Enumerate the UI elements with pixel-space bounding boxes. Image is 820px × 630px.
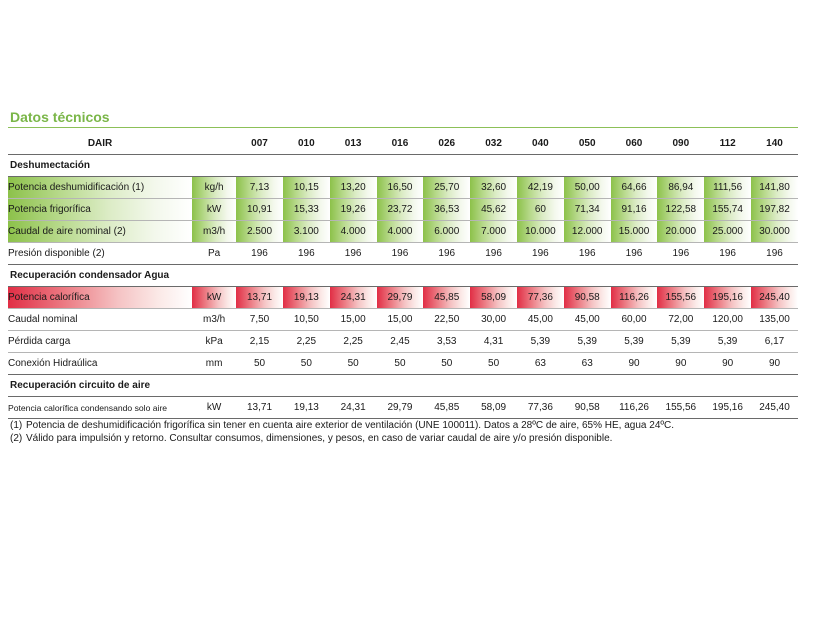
table-cell: 50 — [470, 353, 517, 375]
table-cell: 16,50 — [377, 177, 424, 199]
model-series-header: DAIR — [8, 133, 192, 155]
table-cell: 111,56 — [704, 177, 751, 199]
footnote-number: (2) — [10, 433, 23, 444]
table-body — [8, 155, 798, 419]
table-cell: 196 — [283, 243, 330, 265]
table-cell: 196 — [236, 243, 283, 265]
table-cell: 7.000 — [470, 221, 517, 243]
table-cell: 77,36 — [517, 287, 564, 309]
table-cell: 23,72 — [377, 199, 424, 221]
table-cell: 32,60 — [470, 177, 517, 199]
table-cell: 77,36 — [517, 397, 564, 419]
table-cell: 10,50 — [283, 309, 330, 331]
table-cell: 5,39 — [704, 331, 751, 353]
table-cell: 13,71 — [236, 287, 283, 309]
table-cell: 116,26 — [611, 287, 658, 309]
model-header: 010 — [283, 133, 330, 155]
table-cell: 135,00 — [751, 309, 798, 331]
section-title: Datos técnicos — [10, 109, 110, 125]
table-cell: 196 — [330, 243, 377, 265]
table-cell: 6,17 — [751, 331, 798, 353]
table-cell: 3.100 — [283, 221, 330, 243]
model-header: 060 — [611, 133, 658, 155]
row-label: Conexión Hidraúlica — [8, 353, 192, 375]
table-cell: 196 — [517, 243, 564, 265]
table-cell: 63 — [517, 353, 564, 375]
table-cell: 50,00 — [564, 177, 611, 199]
table-cell: 2.500 — [236, 221, 283, 243]
table-cell: 10.000 — [517, 221, 564, 243]
table-cell: 90 — [751, 353, 798, 375]
section-row — [8, 155, 798, 177]
table-cell: 196 — [470, 243, 517, 265]
table-cell: 245,40 — [751, 287, 798, 309]
section-title: Recuperación condensador Agua — [8, 265, 798, 287]
table-cell: 30,00 — [470, 309, 517, 331]
table-cell: 86,94 — [657, 177, 704, 199]
technical-data-table — [8, 133, 798, 419]
table-cell: 155,56 — [657, 397, 704, 419]
model-header: 007 — [236, 133, 283, 155]
table-cell: 15.000 — [611, 221, 658, 243]
table-cell: 15,33 — [283, 199, 330, 221]
table-cell: 196 — [377, 243, 424, 265]
table-cell: 2,25 — [283, 331, 330, 353]
table-cell: 196 — [657, 243, 704, 265]
table-row — [8, 309, 798, 331]
table-cell: 5,39 — [657, 331, 704, 353]
table-cell: 50 — [283, 353, 330, 375]
model-header: 050 — [564, 133, 611, 155]
table-cell: 245,40 — [751, 397, 798, 419]
table-row — [8, 397, 798, 419]
table-cell: 7,13 — [236, 177, 283, 199]
table-cell: 2,25 — [330, 331, 377, 353]
table-cell: 19,26 — [330, 199, 377, 221]
table-cell: 196 — [564, 243, 611, 265]
model-header: 013 — [330, 133, 377, 155]
table-cell: 90 — [657, 353, 704, 375]
table-cell: 155,56 — [657, 287, 704, 309]
table-cell: 45,85 — [423, 287, 470, 309]
row-unit: Pa — [192, 243, 236, 265]
row-unit: m3/h — [192, 221, 236, 243]
table-cell: 91,16 — [611, 199, 658, 221]
table-cell: 25,70 — [423, 177, 470, 199]
table-cell: 10,15 — [283, 177, 330, 199]
row-label: Caudal de aire nominal (2) — [8, 221, 192, 243]
row-label: Caudal nominal — [8, 309, 192, 331]
row-unit: kg/h — [192, 177, 236, 199]
table-cell: 60 — [517, 199, 564, 221]
table-cell: 4.000 — [377, 221, 424, 243]
footnote-number: (1) — [10, 420, 23, 431]
table-cell: 196 — [704, 243, 751, 265]
table-cell: 72,00 — [657, 309, 704, 331]
table-cell: 19,13 — [283, 397, 330, 419]
table-cell: 25.000 — [704, 221, 751, 243]
table-cell: 6.000 — [423, 221, 470, 243]
table-cell: 45,85 — [423, 397, 470, 419]
footnote-text: Potencia de deshumidificación frigorífica sin tener en cuenta aire exterior de ventilación (UNE 100011). Datos a 28ºC de aire, 65% HE, agua 24ºC. — [26, 420, 675, 431]
table-cell: 3,53 — [423, 331, 470, 353]
table-row — [8, 287, 798, 309]
table-cell: 36,53 — [423, 199, 470, 221]
table-cell: 24,31 — [330, 287, 377, 309]
table-cell: 50 — [377, 353, 424, 375]
section-title: Recuperación circuito de aire — [8, 375, 798, 397]
model-header: 140 — [751, 133, 798, 155]
row-unit: kW — [192, 287, 236, 309]
table-cell: 7,50 — [236, 309, 283, 331]
row-label: Potencia calorífica — [8, 287, 192, 309]
footnote-2 — [10, 432, 674, 445]
row-label: Pérdida carga — [8, 331, 192, 353]
row-unit: mm — [192, 353, 236, 375]
table-cell: 42,19 — [517, 177, 564, 199]
table-cell: 4,31 — [470, 331, 517, 353]
row-unit: m3/h — [192, 309, 236, 331]
table-row — [8, 221, 798, 243]
table-row — [8, 199, 798, 221]
table-cell: 71,34 — [564, 199, 611, 221]
table-cell: 50 — [330, 353, 377, 375]
table-cell: 90,58 — [564, 397, 611, 419]
row-unit: kW — [192, 199, 236, 221]
table-cell: 2,15 — [236, 331, 283, 353]
table-cell: 13,20 — [330, 177, 377, 199]
table-cell: 195,16 — [704, 287, 751, 309]
section-row — [8, 265, 798, 287]
table-row — [8, 243, 798, 265]
table-cell: 19,13 — [283, 287, 330, 309]
table-cell: 5,39 — [564, 331, 611, 353]
table-cell: 29,79 — [377, 287, 424, 309]
table-cell: 4.000 — [330, 221, 377, 243]
table-cell: 29,79 — [377, 397, 424, 419]
row-label: Potencia calorífica condensando solo aire — [8, 397, 192, 419]
unit-header — [192, 133, 236, 155]
table-cell: 10,91 — [236, 199, 283, 221]
row-label: Potencia frigorífica — [8, 199, 192, 221]
table-cell: 58,09 — [470, 287, 517, 309]
table-cell: 5,39 — [517, 331, 564, 353]
table-cell: 45,00 — [517, 309, 564, 331]
footnote-1 — [10, 419, 674, 432]
model-header: 090 — [657, 133, 704, 155]
table-cell: 20.000 — [657, 221, 704, 243]
table-cell: 50 — [423, 353, 470, 375]
table-cell: 30.000 — [751, 221, 798, 243]
table-cell: 45,62 — [470, 199, 517, 221]
row-unit: kPa — [192, 331, 236, 353]
section-row — [8, 375, 798, 397]
table-row — [8, 177, 798, 199]
table-cell: 24,31 — [330, 397, 377, 419]
table-cell: 195,16 — [704, 397, 751, 419]
table-cell: 90 — [704, 353, 751, 375]
table-cell: 60,00 — [611, 309, 658, 331]
model-header: 040 — [517, 133, 564, 155]
row-label: Presión disponible (2) — [8, 243, 192, 265]
model-header: 016 — [377, 133, 424, 155]
table-cell: 141,80 — [751, 177, 798, 199]
table-cell: 120,00 — [704, 309, 751, 331]
model-header: 112 — [704, 133, 751, 155]
footnote-text: Válido para impulsión y retorno. Consultar consumos, dimensiones, y pesos, en caso de variar caudal de aire y/o presión disponible. — [26, 433, 613, 444]
table-row — [8, 331, 798, 353]
footnotes — [10, 419, 674, 445]
table-cell: 196 — [751, 243, 798, 265]
table-cell: 2,45 — [377, 331, 424, 353]
title-divider — [8, 127, 798, 128]
row-label: Potencia deshumidificación (1) — [8, 177, 192, 199]
table-cell: 15,00 — [377, 309, 424, 331]
table-cell: 63 — [564, 353, 611, 375]
table-cell: 45,00 — [564, 309, 611, 331]
table-cell: 12.000 — [564, 221, 611, 243]
table-cell: 13,71 — [236, 397, 283, 419]
table-cell: 196 — [611, 243, 658, 265]
row-unit: kW — [192, 397, 236, 419]
model-header: 032 — [470, 133, 517, 155]
table-cell: 5,39 — [611, 331, 658, 353]
table-cell: 15,00 — [330, 309, 377, 331]
section-title: Deshumectación — [8, 155, 798, 177]
table-cell: 197,82 — [751, 199, 798, 221]
table-cell: 22,50 — [423, 309, 470, 331]
table-cell: 116,26 — [611, 397, 658, 419]
table-cell: 196 — [423, 243, 470, 265]
table-cell: 155,74 — [704, 199, 751, 221]
table-cell: 64,66 — [611, 177, 658, 199]
table-cell: 90 — [611, 353, 658, 375]
table-cell: 50 — [236, 353, 283, 375]
table-row — [8, 353, 798, 375]
table-cell: 58,09 — [470, 397, 517, 419]
table-cell: 122,58 — [657, 199, 704, 221]
table-header-row — [8, 133, 798, 155]
table-cell: 90,58 — [564, 287, 611, 309]
model-header: 026 — [423, 133, 470, 155]
